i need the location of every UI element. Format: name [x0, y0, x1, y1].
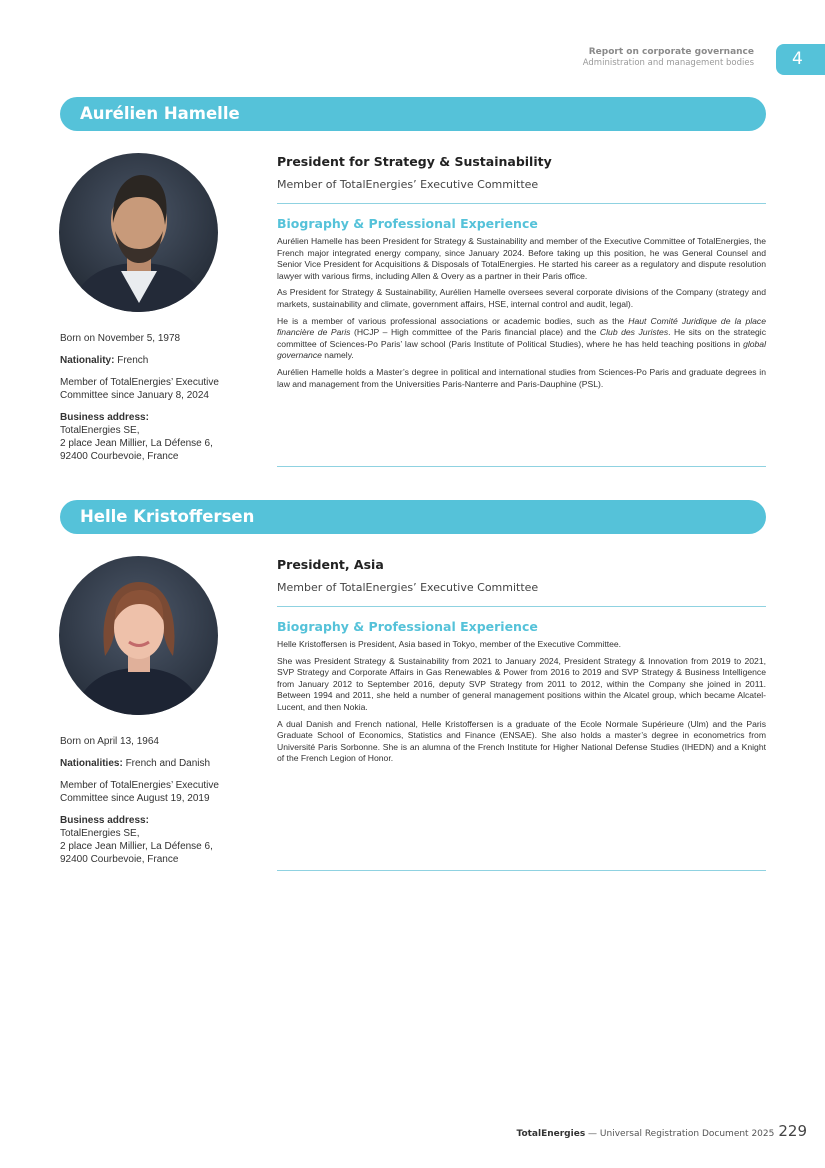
- section-end-rule: [277, 870, 766, 871]
- footer-document-title: — Universal Registration Document 2025: [585, 1129, 775, 1139]
- role-title: President, Asia: [277, 557, 384, 572]
- bio-text: namely.: [321, 350, 354, 361]
- address-line: TotalEnergies SE,: [60, 425, 140, 436]
- nationality-value: French: [114, 355, 149, 366]
- section-end-rule: [277, 466, 766, 467]
- member-line: Member of TotalEnergies’ Executive Committee: [277, 581, 766, 607]
- portrait-photo: [59, 556, 218, 715]
- nationality: [60, 757, 260, 770]
- bio-paragraph: Helle Kristoffersen is President, Asia based in Tokyo, member of the Executive Committee.: [277, 639, 622, 649]
- person-facts: [60, 735, 260, 875]
- person-name-bar: Helle Kristoffersen: [60, 500, 766, 534]
- footer-brand: TotalEnergies: [516, 1129, 586, 1139]
- bio-paragraph: Aurélien Hamelle holds a Master’s degree in political and international studies from Sciences-Po Paris and graduate degrees in law and management from the Universities Paris-Nanterre and Paris-Dauphine (PSL).: [277, 366, 766, 389]
- bio-italic: Haut Comité Juridique de la place financière de Paris: [277, 315, 766, 338]
- bio-text: He is a member of various professional associations or academic bodies, such as the: [277, 315, 629, 326]
- biography: [277, 639, 766, 765]
- bio-text: . He sits on the strategic committee of Sciences-Po Paris’ law school (Paris Institute of Political Studies), where he has held teaching positions in: [277, 327, 766, 349]
- bio-heading: Biography & Professional Experience: [277, 619, 538, 634]
- person-details: [277, 557, 766, 770]
- address-label: Business address:: [60, 412, 149, 423]
- bio-text: (HCJP – High committee of the Paris financial place) and the: [350, 327, 600, 338]
- address-label: Business address:: [60, 815, 149, 826]
- birth-date: Born on April 13, 1964: [60, 736, 159, 747]
- address-line: TotalEnergies SE,: [60, 828, 140, 839]
- address-line: 92400 Courbevoie, France: [60, 451, 179, 462]
- person-facts: [60, 332, 260, 472]
- running-header: [583, 46, 754, 69]
- business-address: [60, 411, 260, 463]
- chapter-tab: 4: [776, 44, 825, 75]
- nationality-label: Nationality:: [60, 355, 115, 366]
- header-subtitle: Administration and management bodies: [582, 58, 754, 68]
- person-details: [277, 154, 766, 395]
- page-number: 229: [778, 1122, 807, 1140]
- bio-paragraph: As President for Strategy & Sustainability, Aurélien Hamelle oversees several corporate divisions of the Company (strategy and markets, sustainability and climate, government affairs, HSE, internal control and audit, legal).: [277, 287, 766, 309]
- bio-italic: global governance: [277, 338, 766, 361]
- address-line: 92400 Courbevoie, France: [60, 854, 179, 865]
- committee-since: Member of TotalEnergies’ Executive Committee since January 8, 2024: [60, 377, 219, 401]
- bio-heading: Biography & Professional Experience: [277, 216, 538, 231]
- business-address: [60, 814, 260, 866]
- biography: [277, 236, 766, 390]
- bio-paragraph: She was President Strategy & Sustainability from 2021 to January 2024, President Strategy & Innovation from 2019 to 2021, SVP Strategy and Corporate Affairs in Gas Renewables & Power from 2016 to 2019 and SVP Strategy & Business Intelligence from January 2012 to September 2016, deputy SVP Strategy from 2011 to 2012, within the Company she joined in 2011. Between 1994 and 2011, she held a number of general management positions within the Alcatel group, which became Alcatel-Lucent, and then Nokia.: [277, 655, 766, 712]
- nationality-value: French and Danish: [122, 758, 211, 769]
- person-name-bar: Aurélien Hamelle: [60, 97, 766, 131]
- header-title: Report on corporate governance: [588, 47, 754, 57]
- member-line: Member of TotalEnergies’ Executive Committee: [277, 178, 766, 204]
- birth-date: Born on November 5, 1978: [60, 333, 181, 344]
- role-title: President for Strategy & Sustainability: [277, 154, 552, 169]
- portrait-photo: [59, 153, 218, 312]
- nationality-label: Nationalities:: [60, 758, 123, 769]
- bio-italic: Club des Juristes: [599, 327, 669, 338]
- bio-paragraph: Aurélien Hamelle has been President for Strategy & Sustainability and member of the Executive Committee of TotalEnergies, the French major integrated energy company, since January 2024. Before taking up this position, he was General Counsel and Senior Vice President for Acquisitions & Disposals of TotalEnergies. He started his career as a regulatory and dispute resolution lawyer with various firms, including Allen & Overy as a partner in their Paris office.: [277, 236, 766, 281]
- nationality: [60, 354, 260, 367]
- bio-paragraph: A dual Danish and French national, Helle Kristoffersen is a graduate of the Ecole Normale Supérieure (Ulm) and the Paris Graduate School of Economics, Statistics and Finance (ENSAE). She also holds a master’s degree in econometrics from Université Paris Sorbonne. She is an alumna of the French Institute for Higher National Defense Studies (IHEDN) and a Knight of the French Legion of Honor.: [277, 718, 766, 764]
- address-line: 2 place Jean Millier, La Défense 6,: [60, 438, 213, 449]
- address-line: 2 place Jean Millier, La Défense 6,: [60, 841, 213, 852]
- page-footer: [517, 1121, 808, 1140]
- committee-since: Member of TotalEnergies’ Executive Committee since August 19, 2019: [60, 780, 219, 804]
- bio-paragraph: [277, 316, 766, 362]
